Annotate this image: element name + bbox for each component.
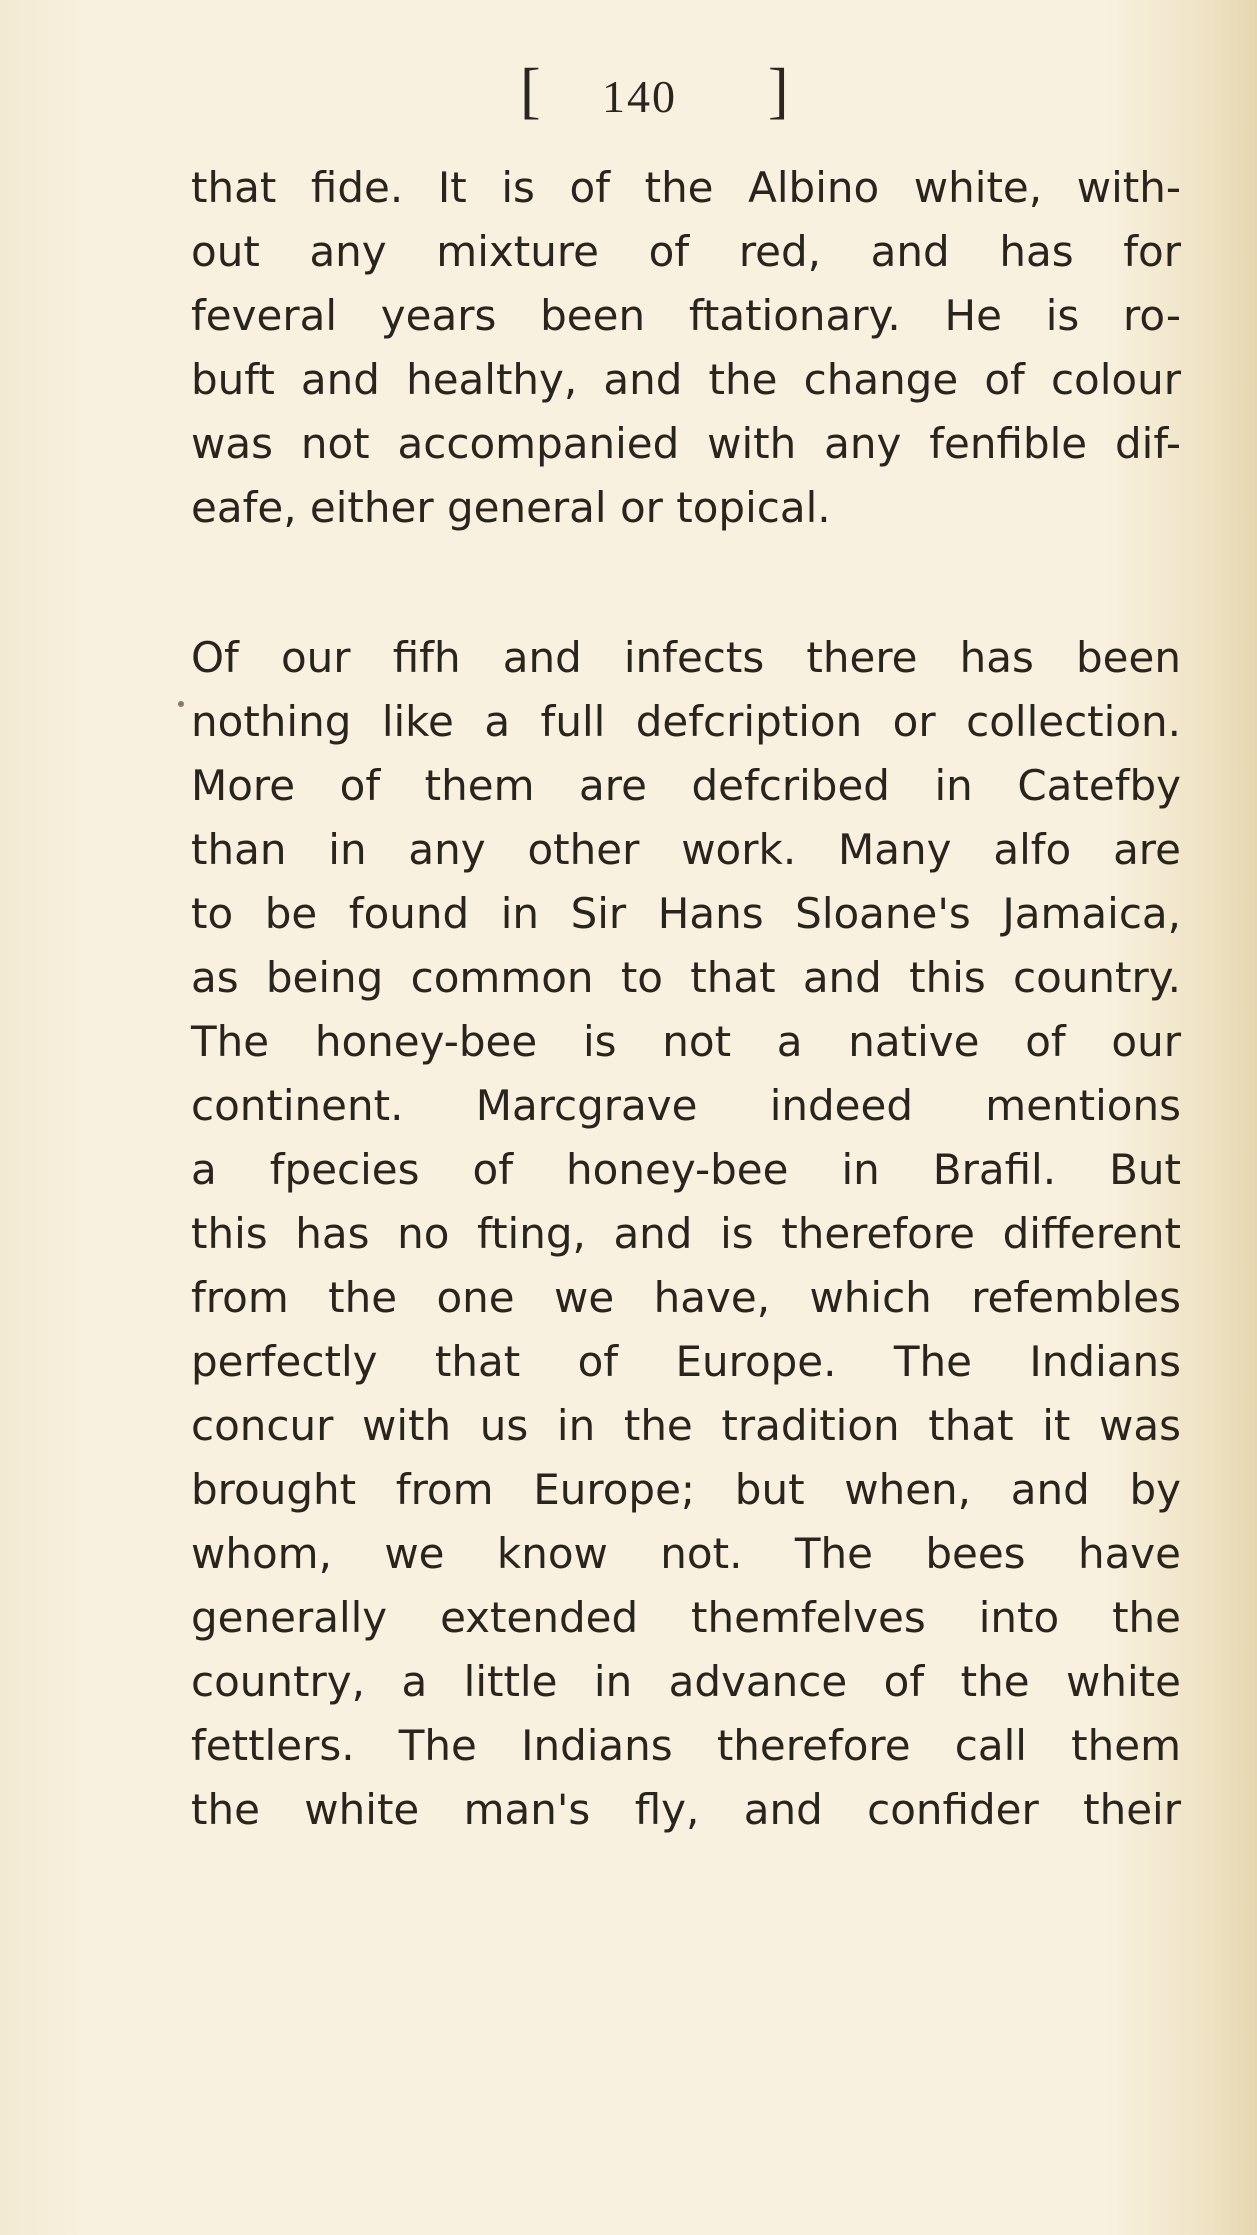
- text-line: More of them are defcribed in Catefby: [191, 761, 1181, 810]
- header-bracket-open: [: [520, 57, 547, 125]
- text-line: generally extended themfelves into the: [191, 1593, 1181, 1642]
- text-line: concur with us in the tradition that it was: [191, 1401, 1181, 1450]
- text-line: nothing like a full defcription or collection.: [191, 697, 1181, 746]
- page-header: [520, 57, 820, 142]
- text-line: the white man's fly, and confider their: [191, 1785, 1181, 1834]
- text-line: buft and healthy, and the change of colour: [191, 355, 1181, 404]
- text-line: Of our fifh and infects there has been: [191, 633, 1181, 682]
- text-line: out any mixture of red, and has for: [191, 227, 1181, 276]
- text-line: that fide. It is of the Albino white, with-: [191, 163, 1181, 212]
- stray-ink-mark: [178, 701, 184, 707]
- text-line: continent. Marcgrave indeed mentions: [191, 1081, 1181, 1130]
- text-line: fettlers. The Indians therefore call them: [191, 1721, 1181, 1770]
- text-line: as being common to that and this country.: [191, 953, 1181, 1002]
- text-line: than in any other work. Many alfo are: [191, 825, 1181, 874]
- text-line: The honey-bee is not a native of our: [191, 1017, 1181, 1066]
- text-line: to be found in Sir Hans Sloane's Jamaica,: [191, 889, 1181, 938]
- text-line: this has no fting, and is therefore different: [191, 1209, 1181, 1258]
- text-line: a fpecies of honey-bee in Brafil. But: [191, 1145, 1181, 1194]
- text-line: from the one we have, which refembles: [191, 1273, 1181, 1322]
- text-line: was not accompanied with any fenfible dif-: [191, 419, 1181, 468]
- text-line: perfectly that of Europe. The Indians: [191, 1337, 1181, 1386]
- header-bracket-close: ]: [768, 57, 795, 125]
- page-number: 140: [602, 71, 677, 122]
- text-line: eafe, either general or topical.: [191, 483, 831, 532]
- text-line: whom, we know not. The bees have: [191, 1529, 1181, 1578]
- text-line: country, a little in advance of the white: [191, 1657, 1181, 1706]
- text-line: brought from Europe; but when, and by: [191, 1465, 1181, 1514]
- text-line: feveral years been ftationary. He is ro-: [191, 291, 1181, 340]
